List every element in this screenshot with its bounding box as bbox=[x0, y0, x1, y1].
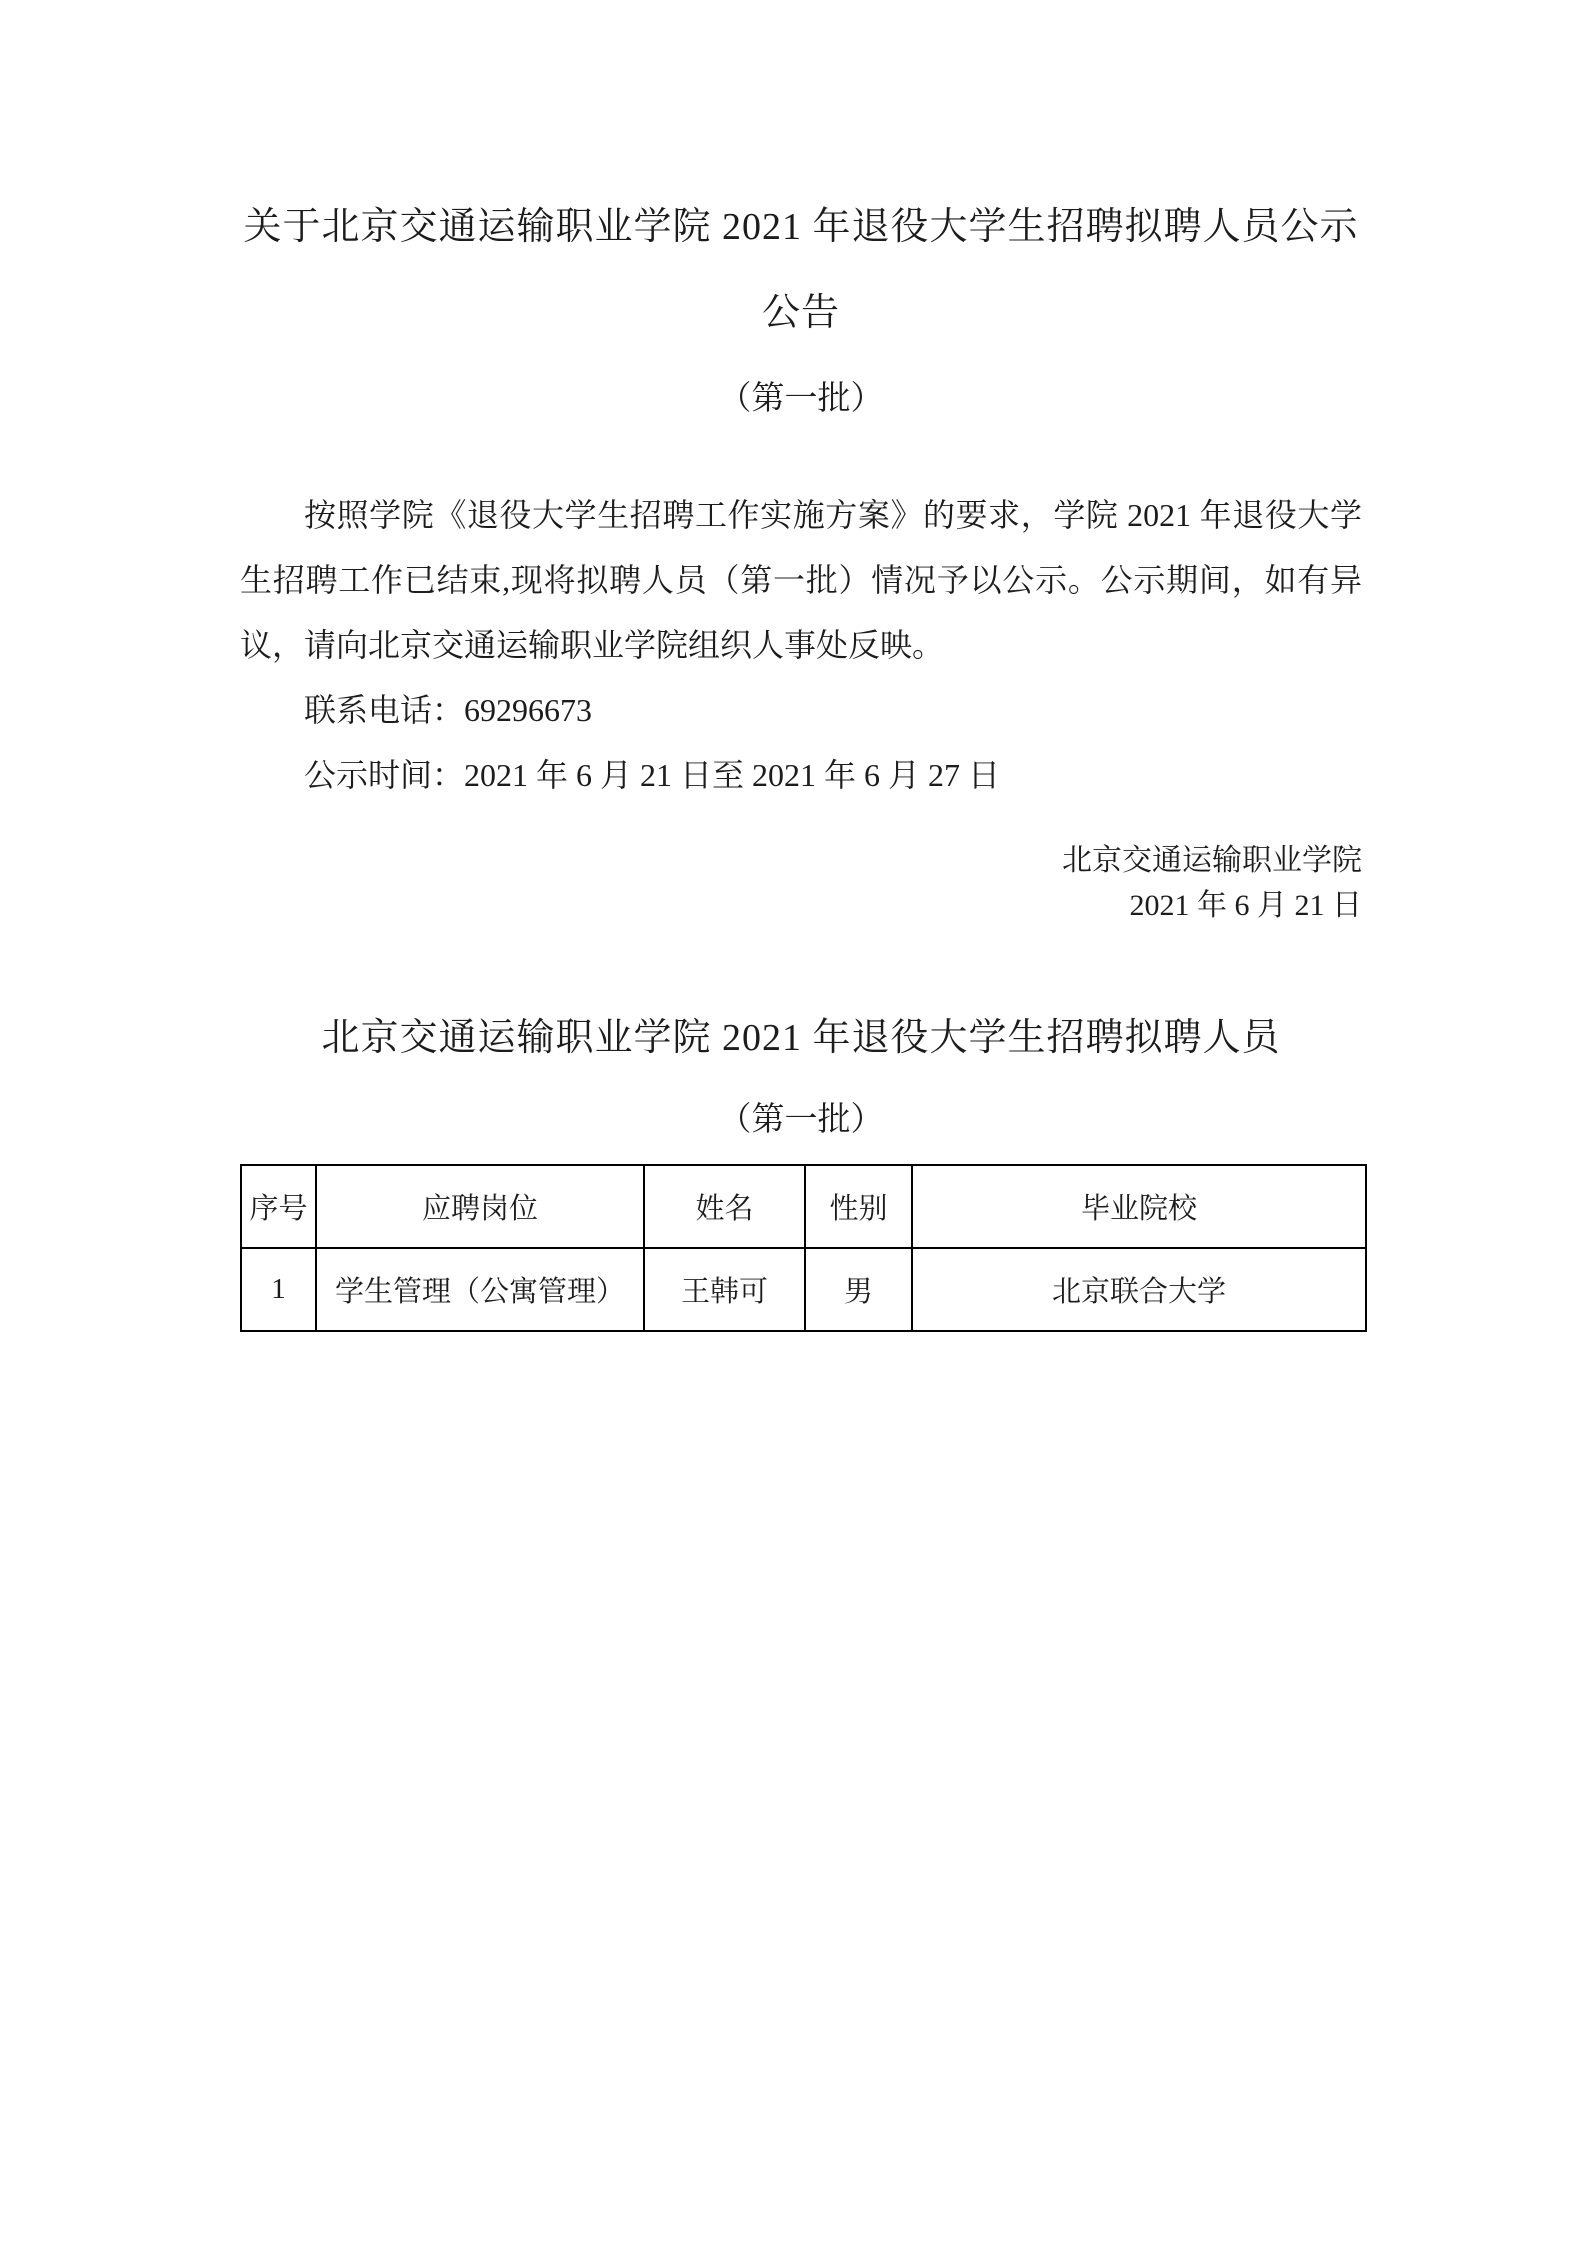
cell-name: 王韩可 bbox=[644, 1248, 805, 1331]
contact-phone-label: 联系电话： bbox=[304, 692, 465, 728]
contact-phone-value: 69296673 bbox=[464, 692, 593, 728]
hired-personnel-table bbox=[240, 1164, 1367, 1332]
announcement-body-paragraph: 按照学院《退役大学生招聘工作实施方案》的要求，学院 2021 年退役大学生招聘工作已结束,现将拟聘人员（第一批）情况予以公示。公示期间，如有异议，请向北京交通运输职业学院组织人事处反映。 bbox=[240, 497, 1362, 663]
cell-school: 北京联合大学 bbox=[912, 1248, 1366, 1331]
cell-index: 1 bbox=[241, 1248, 316, 1331]
signature-date: 2021 年 6 月 21 日 bbox=[1129, 889, 1362, 922]
announcement-batch-label: （第一批） bbox=[718, 381, 884, 417]
column-header-gender: 性别 bbox=[805, 1165, 912, 1248]
table-row bbox=[241, 1248, 1366, 1331]
column-header-index: 序号 bbox=[241, 1165, 316, 1248]
column-header-name: 姓名 bbox=[644, 1165, 805, 1248]
announcement-title-line1: 关于北京交通运输职业学院 2021 年退役大学生招聘拟聘人员公示 bbox=[243, 206, 1359, 248]
cell-position: 学生管理（公寓管理） bbox=[316, 1248, 644, 1331]
cell-gender: 男 bbox=[805, 1248, 912, 1331]
signature-block bbox=[240, 838, 1362, 928]
announcement-title-line2: 公告 bbox=[761, 292, 840, 334]
publicity-period-line bbox=[240, 743, 1362, 808]
contact-phone-line bbox=[240, 678, 1362, 743]
roster-batch-label: （第一批） bbox=[718, 1102, 884, 1138]
roster-section-title: 北京交通运输职业学院 2021 年退役大学生招聘拟聘人员 bbox=[321, 1017, 1281, 1059]
table-header-row bbox=[241, 1165, 1366, 1248]
column-header-school: 毕业院校 bbox=[912, 1165, 1366, 1248]
column-header-position: 应聘岗位 bbox=[316, 1165, 644, 1248]
publicity-period-label: 公示时间： bbox=[304, 757, 465, 793]
publicity-period-value: 2021 年 6 月 21 日至 2021 年 6 月 27 日 bbox=[464, 757, 1001, 793]
signature-organization: 北京交通运输职业学院 bbox=[1062, 844, 1362, 877]
